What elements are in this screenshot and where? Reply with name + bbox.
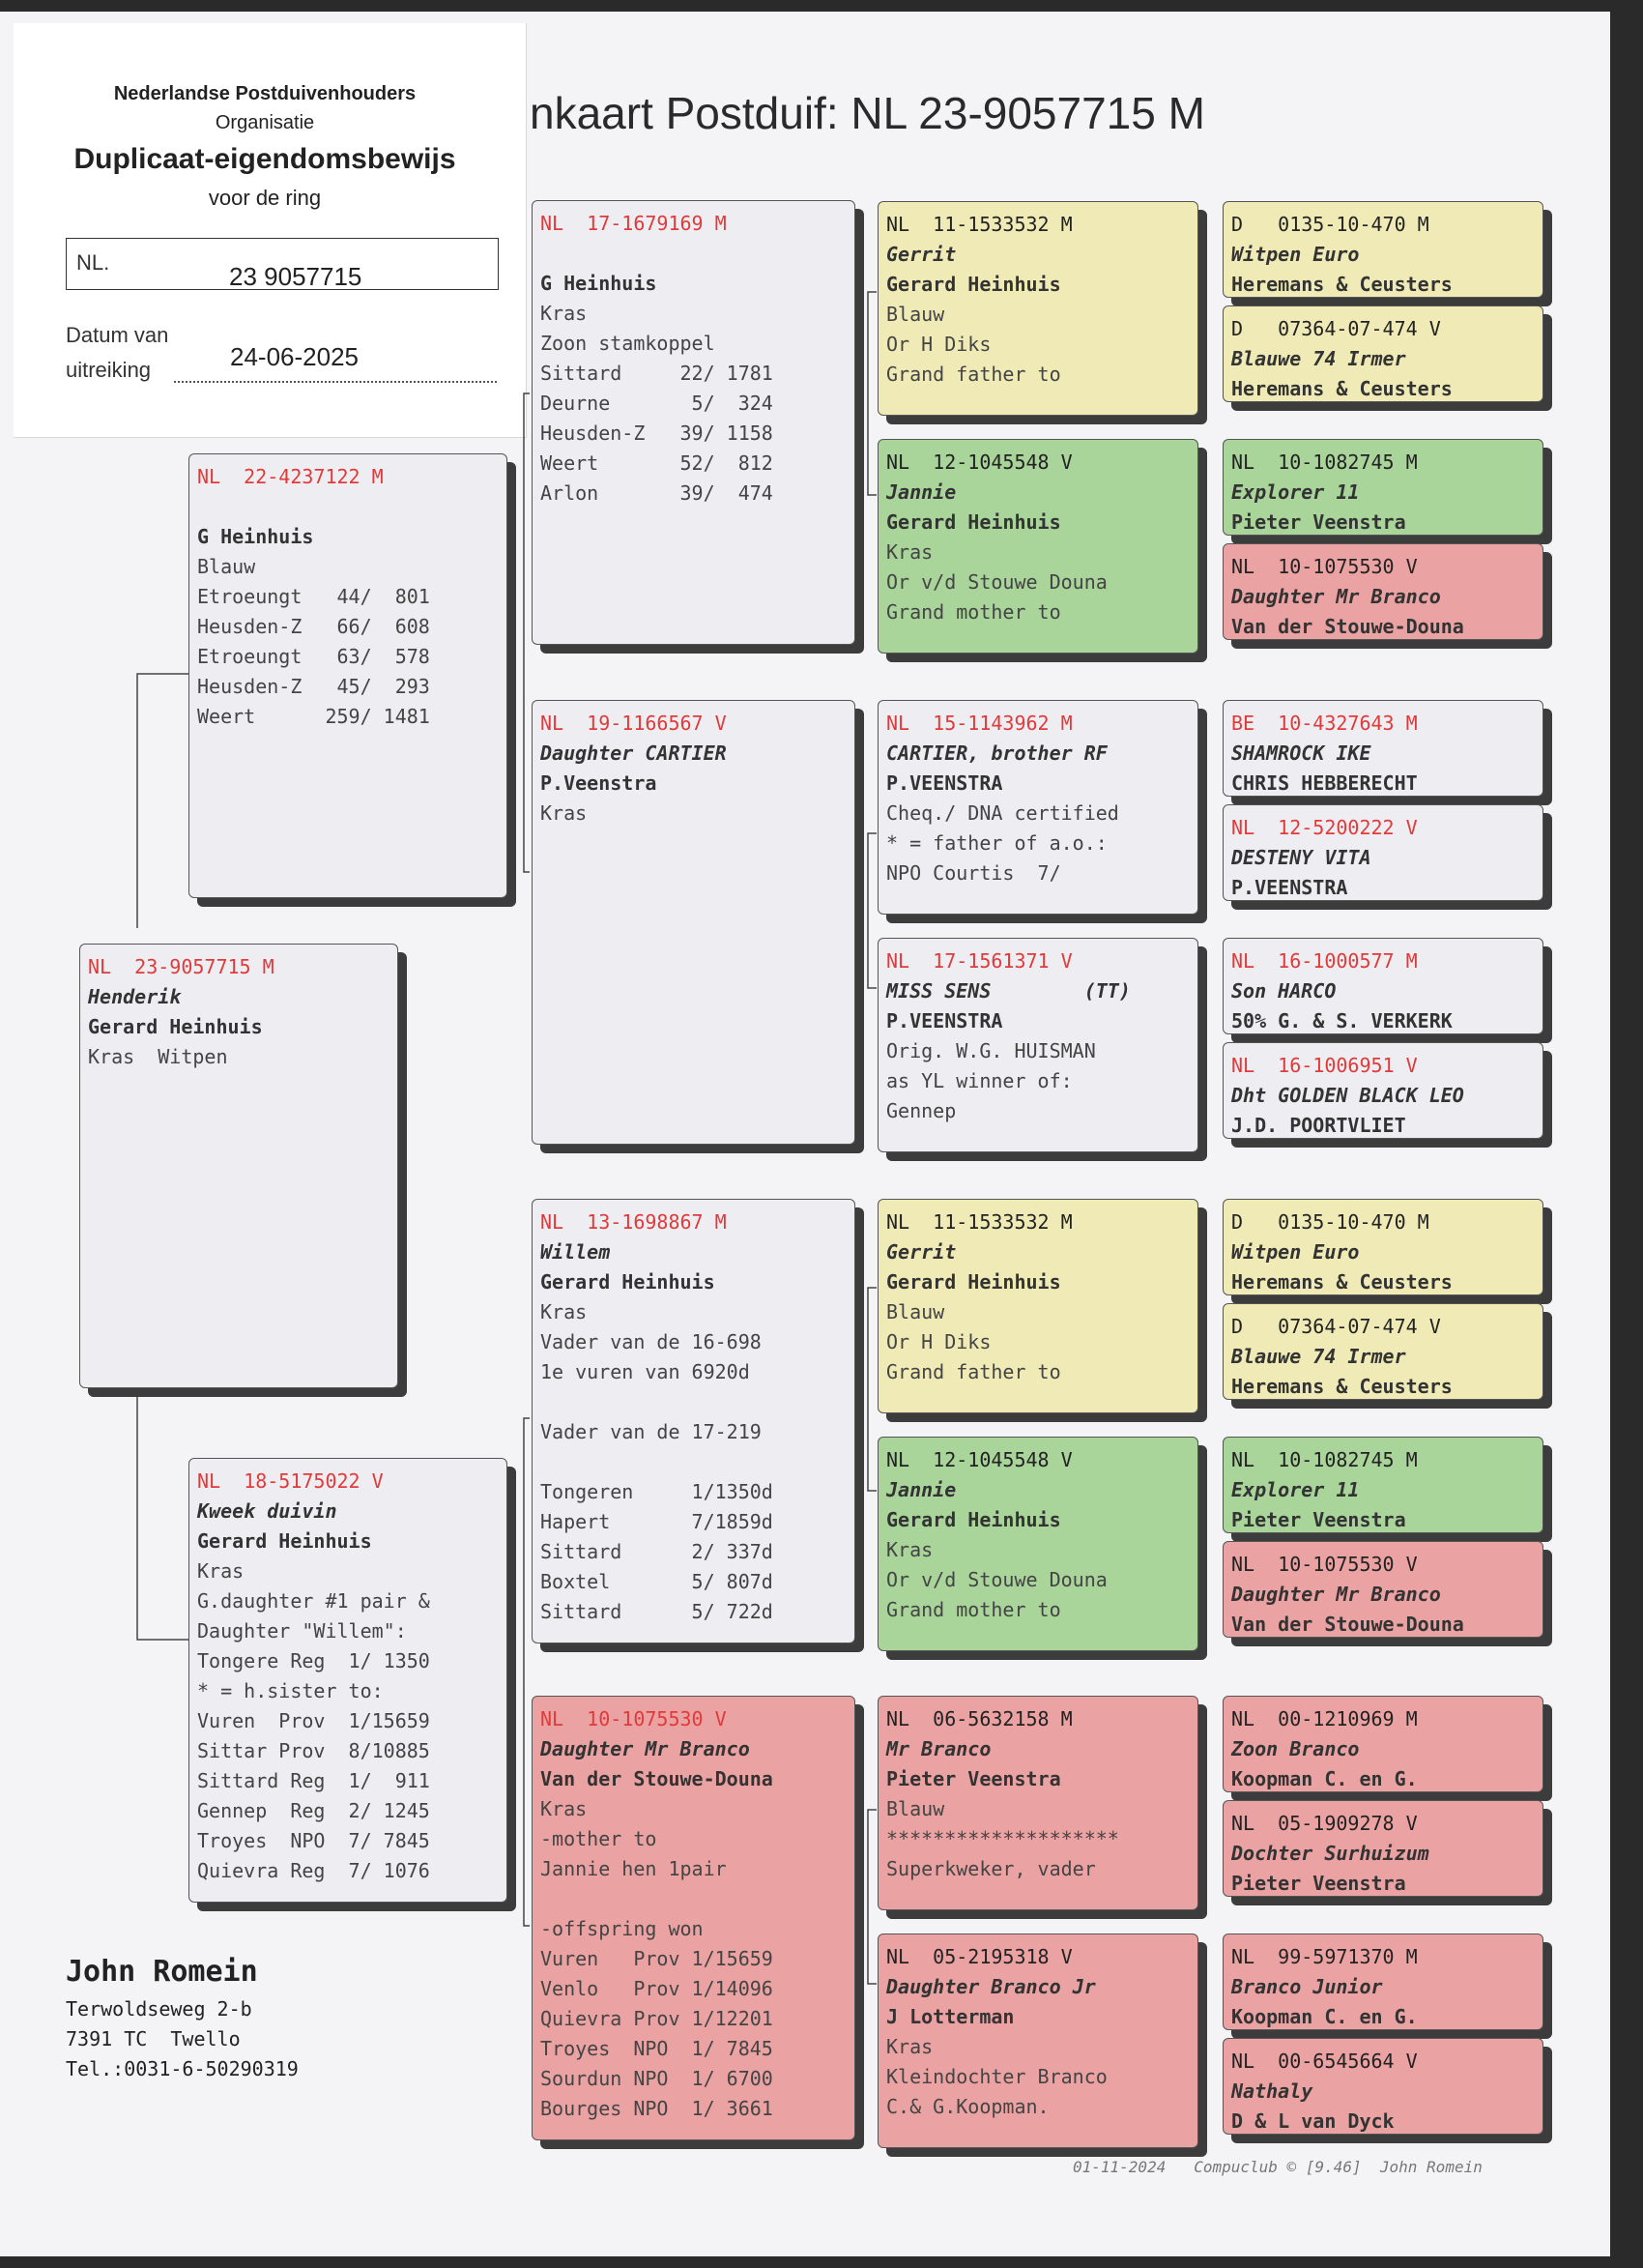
bird-name: Jannie xyxy=(886,1478,957,1501)
pedigree-card-fm xyxy=(532,700,855,1145)
bird-info-line: Or H Diks xyxy=(886,1330,992,1353)
bird-info-line: Deurne 5/ 324 xyxy=(540,392,773,415)
bird-name: Blauwe 74 Irmer xyxy=(1231,1345,1406,1368)
pedigree-card-mmm xyxy=(878,1934,1198,2148)
bird-info-line: * = father of a.o.: xyxy=(886,831,1108,855)
ring-number: D 07364-07-474 V xyxy=(1231,317,1441,340)
bird-info-line: as YL winner of: xyxy=(886,1069,1073,1092)
breeder-name: Van der Stouwe-Douna xyxy=(540,1767,773,1790)
bird-info-line: Hapert 7/1859d xyxy=(540,1510,773,1533)
breeder-name: Gerard Heinhuis xyxy=(886,1270,1061,1294)
bird-info-line xyxy=(540,1447,847,1477)
bird-info-line: Sittard 22/ 1781 xyxy=(540,362,773,385)
ring-number: NL 11-1533532 M xyxy=(886,213,1073,236)
bird-name: Henderik xyxy=(88,985,182,1008)
breeder-name: G Heinhuis xyxy=(540,272,657,295)
bird-info-line: Heusden-Z 45/ 293 xyxy=(197,675,430,698)
bird-info-line: Etroeungt 63/ 578 xyxy=(197,645,430,668)
bird-name: Blauwe 74 Irmer xyxy=(1231,347,1406,370)
ring-number: NL 10-1075530 V xyxy=(1231,1553,1418,1576)
ring-number: BE 10-4327643 M xyxy=(1231,712,1418,735)
bird-info-line: Or v/d Stouwe Douna xyxy=(886,1568,1108,1591)
certificate-date-label-line2: uitreiking xyxy=(66,358,152,382)
bird-info-line: Sittard Reg 1/ 911 xyxy=(197,1769,430,1792)
bird-info-line: 1e vuren van 6920d xyxy=(540,1360,750,1383)
bird-info-line: -mother to xyxy=(540,1827,657,1850)
pedigree-card-mother xyxy=(188,1458,507,1903)
ring-number: NL 12-5200222 V xyxy=(1231,816,1418,839)
bird-info-line: Arlon 39/ 474 xyxy=(540,481,773,505)
ring-number: NL 17-1561371 V xyxy=(886,949,1073,973)
bird-info-line xyxy=(540,1884,847,1914)
breeder-name: Koopman C. en G. xyxy=(1231,1767,1418,1790)
bird-info-line: Kras xyxy=(540,801,588,825)
pedigree-card-mff xyxy=(878,1199,1198,1413)
breeder-name: Van der Stouwe-Douna xyxy=(1231,615,1464,638)
bird-info-line: Bourges NPO 1/ 3661 xyxy=(540,2097,773,2120)
certificate-date-value: 24-06-2025 xyxy=(230,342,359,371)
pedigree-card-g4 xyxy=(1223,543,1543,640)
bird-info-line: Weert 259/ 1481 xyxy=(197,705,430,728)
breeder-name: CHRIS HEBBERECHT xyxy=(1231,771,1418,795)
bird-name: Willem xyxy=(540,1240,611,1264)
owner-name: John Romein xyxy=(66,1955,258,1989)
bird-name: Daughter Branco Jr xyxy=(886,1975,1096,1998)
bird-name: Daughter Mr Branco xyxy=(1231,585,1441,608)
ring-number: NL 10-1082745 M xyxy=(1231,451,1418,474)
bird-name: Witpen Euro xyxy=(1231,243,1360,266)
breeder-name: Pieter Veenstra xyxy=(886,1767,1061,1790)
ring-number: NL 00-6545664 V xyxy=(1231,2050,1418,2073)
certificate-organisation: Nederlandse Postduivenhouders xyxy=(113,83,417,104)
breeder-name: Heremans & Ceusters xyxy=(1231,377,1453,400)
bird-name: Mr Branco xyxy=(886,1737,992,1760)
bird-info-line: Zoon stamkoppel xyxy=(540,332,715,355)
pedigree-page xyxy=(0,12,1610,2256)
breeder-name: 50% G. & S. VERKERK xyxy=(1231,1009,1453,1032)
bird-name: Kweek duivin xyxy=(197,1499,337,1523)
bird-name: Daughter CARTIER xyxy=(540,741,727,765)
ring-number: NL 16-1000577 M xyxy=(1231,949,1418,973)
ring-number: NL 05-2195318 V xyxy=(886,1945,1073,1968)
ring-number: NL 06-5632158 M xyxy=(886,1707,1073,1730)
certificate-ring-label: NL. xyxy=(76,250,110,275)
bird-name: SHAMROCK IKE xyxy=(1231,741,1371,765)
bird-name: DESTENY VITA xyxy=(1231,846,1371,869)
certificate-ring-field xyxy=(66,238,499,290)
bird-name: Son HARCO xyxy=(1231,979,1337,1003)
pedigree-card-g12 xyxy=(1223,1541,1543,1638)
bird-name: Zoon Branco xyxy=(1231,1737,1360,1760)
breeder-name: J.D. POORTVLIET xyxy=(1231,1114,1406,1137)
pedigree-card-g3 xyxy=(1223,439,1543,536)
bird-info-line: G.daughter #1 pair & xyxy=(197,1589,430,1613)
bird-info-line: Blauw xyxy=(886,303,945,326)
bird-info-line: Vuren Prov 1/15659 xyxy=(197,1709,430,1732)
bird-info-line: Sourdun NPO 1/ 6700 xyxy=(540,2067,773,2090)
ring-number: NL 10-1075530 V xyxy=(540,1707,727,1730)
bird-info-line: Heusden-Z 66/ 608 xyxy=(197,615,430,638)
bird-info-line: Troyes NPO 1/ 7845 xyxy=(540,2037,773,2060)
certificate-subtitle: voor de ring xyxy=(208,186,322,210)
pedigree-card-mmf xyxy=(878,1696,1198,1910)
bird-info-line: Sittard 2/ 337d xyxy=(540,1540,773,1563)
bird-info-line: Kras Witpen xyxy=(88,1045,228,1068)
ring-number: NL 15-1143962 M xyxy=(886,712,1073,735)
pedigree-card-g16 xyxy=(1223,2038,1543,2135)
bird-info-line: Tongeren 1/1350d xyxy=(540,1480,773,1503)
bird-info-line: Troyes NPO 7/ 7845 xyxy=(197,1829,430,1852)
breeder-name: P.VEENSTRA xyxy=(1231,876,1348,899)
ring-number: NL 11-1533532 M xyxy=(886,1210,1073,1234)
bird-name: MISS SENS (TT) xyxy=(886,979,1131,1003)
ring-number: D 0135-10-470 M xyxy=(1231,1210,1429,1234)
bird-info-line: Gennep Reg 2/ 1245 xyxy=(197,1799,430,1822)
certificate-date-dotted-line xyxy=(174,381,497,383)
bird-info-line: Kras xyxy=(197,1559,245,1583)
pedigree-card-subject xyxy=(79,944,398,1388)
breeder-name: Heremans & Ceusters xyxy=(1231,273,1453,296)
bird-name: Dht GOLDEN BLACK LEO xyxy=(1231,1084,1464,1107)
bird-info-line: Vuren Prov 1/15659 xyxy=(540,1947,773,1970)
bird-info-line: Blauw xyxy=(197,555,256,578)
breeder-name: P.Veenstra xyxy=(540,771,657,795)
certificate-title: Duplicaat-eigendomsbewijs xyxy=(73,143,456,175)
pedigree-card-fff xyxy=(878,201,1198,416)
ring-number: NL 10-1075530 V xyxy=(1231,555,1418,578)
bird-info-line: Jannie hen 1pair xyxy=(540,1857,727,1880)
bird-name: Gerrit xyxy=(886,243,957,266)
bird-info-line: Grand mother to xyxy=(886,600,1061,624)
ring-number: NL 10-1082745 M xyxy=(1231,1448,1418,1471)
bird-info-line: Grand father to xyxy=(886,363,1061,386)
ring-number: D 07364-07-474 V xyxy=(1231,1315,1441,1338)
bird-name: Dochter Surhuizum xyxy=(1231,1842,1429,1865)
breeder-name: Gerard Heinhuis xyxy=(540,1270,715,1294)
breeder-name: Gerard Heinhuis xyxy=(197,1529,372,1553)
breeder-name: Pieter Veenstra xyxy=(1231,510,1406,534)
bird-name: Gerrit xyxy=(886,1240,957,1264)
bird-info-line: Kras xyxy=(540,302,588,325)
bird-info-line: Quievra Prov 1/12201 xyxy=(540,2007,773,2030)
pedigree-card-g13 xyxy=(1223,1696,1543,1792)
page-title: nkaart Postduif: NL 23-9057715 M xyxy=(530,88,1205,138)
ring-number: NL 00-1210969 M xyxy=(1231,1707,1418,1730)
bird-info-line: C.& G.Koopman. xyxy=(886,2095,1050,2118)
bird-info-line: Blauw xyxy=(886,1797,945,1820)
pedigree-card-g11 xyxy=(1223,1437,1543,1533)
breeder-name: Pieter Veenstra xyxy=(1231,1872,1406,1895)
breeder-name: G Heinhuis xyxy=(197,525,314,548)
bird-name: Daughter Mr Branco xyxy=(540,1737,750,1760)
bird-name xyxy=(540,239,847,269)
bird-info-line: Tongere Reg 1/ 1350 xyxy=(197,1649,430,1672)
ring-number: NL 16-1006951 V xyxy=(1231,1054,1418,1077)
bird-info-line xyxy=(540,1387,847,1417)
pedigree-card-g6 xyxy=(1223,804,1543,901)
ring-number: NL 12-1045548 V xyxy=(886,1448,1073,1471)
bird-info-line: Kras xyxy=(540,1797,588,1820)
ring-number: D 0135-10-470 M xyxy=(1231,213,1429,236)
breeder-name: Gerard Heinhuis xyxy=(886,510,1061,534)
ring-number: NL 13-1698867 M xyxy=(540,1210,727,1234)
ring-number: NL 05-1909278 V xyxy=(1231,1812,1418,1835)
ring-number: NL 23-9057715 M xyxy=(88,955,274,978)
pedigree-card-fmm xyxy=(878,938,1198,1152)
certificate-date-label: Datum van xyxy=(66,323,169,347)
bird-info-line: Heusden-Z 39/ 1158 xyxy=(540,422,773,445)
ring-number: NL 18-5175022 V xyxy=(197,1469,384,1493)
breeder-name: Gerard Heinhuis xyxy=(886,273,1061,296)
ring-number: NL 17-1679169 M xyxy=(540,212,727,235)
footer-credit: 01-11-2024 Compuclub © [9.46] John Romein xyxy=(1073,2158,1483,2176)
bird-name: Branco Junior xyxy=(1231,1975,1383,1998)
pedigree-card-fmf xyxy=(878,700,1198,915)
ring-number: NL 99-5971370 M xyxy=(1231,1945,1418,1968)
bird-info-line: Orig. W.G. HUISMAN xyxy=(886,1039,1096,1062)
bird-info-line: Kras xyxy=(886,2035,934,2058)
pedigree-card-g5 xyxy=(1223,700,1543,797)
bird-info-line: Gennep xyxy=(886,1099,957,1122)
pedigree-card-mfm xyxy=(878,1437,1198,1651)
pedigree-card-ff xyxy=(532,200,855,645)
pedigree-card-father xyxy=(188,453,507,898)
bird-info-line: Kras xyxy=(540,1300,588,1323)
ring-number: NL 12-1045548 V xyxy=(886,451,1073,474)
bird-info-line: Kras xyxy=(886,1538,934,1561)
bird-name: Nathaly xyxy=(1231,2079,1313,2103)
pedigree-card-g9 xyxy=(1223,1199,1543,1295)
bird-name: Explorer 11 xyxy=(1231,480,1360,504)
pedigree-card-g7 xyxy=(1223,938,1543,1034)
bird-info-line: Etroeungt 44/ 801 xyxy=(197,585,430,608)
pedigree-card-g2 xyxy=(1223,305,1543,402)
bird-info-line: Venlo Prov 1/14096 xyxy=(540,1977,773,2000)
breeder-name: P.VEENSTRA xyxy=(886,771,1003,795)
breeder-name: Gerard Heinhuis xyxy=(88,1015,263,1038)
owner-phone: Tel.:0031-6-50290319 xyxy=(66,2057,299,2080)
ring-number: NL 22-4237122 M xyxy=(197,465,384,488)
owner-block xyxy=(66,1955,299,2087)
bird-name: CARTIER, brother RF xyxy=(886,741,1108,765)
bird-info-line: Blauw xyxy=(886,1300,945,1323)
bird-info-line: ******************** xyxy=(886,1827,1119,1850)
bird-info-line: Kras xyxy=(886,540,934,564)
bird-name: Witpen Euro xyxy=(1231,1240,1360,1264)
bird-info-line: Or H Diks xyxy=(886,333,992,356)
breeder-name: Heremans & Ceusters xyxy=(1231,1375,1453,1398)
bird-info-line: Cheq./ DNA certified xyxy=(886,801,1119,825)
pedigree-card-g14 xyxy=(1223,1800,1543,1897)
breeder-name: Van der Stouwe-Douna xyxy=(1231,1613,1464,1636)
pedigree-card-g8 xyxy=(1223,1042,1543,1139)
pedigree-card-mf xyxy=(532,1199,855,1643)
breeder-name: Heremans & Ceusters xyxy=(1231,1270,1453,1294)
owner-street: Terwoldseweg 2-b xyxy=(66,1997,252,2021)
bird-info-line: Kleindochter Branco xyxy=(886,2065,1108,2088)
bird-info-line: Weert 52/ 812 xyxy=(540,451,773,475)
bird-info-line: * = h.sister to: xyxy=(197,1679,384,1702)
bird-name xyxy=(197,492,499,522)
pedigree-card-ffm xyxy=(878,439,1198,654)
bird-info-line: NPO Courtis 7/ xyxy=(886,861,1061,885)
bird-info-line: Sittar Prov 8/10885 xyxy=(197,1739,430,1762)
breeder-name: Koopman C. en G. xyxy=(1231,2005,1418,2028)
ring-number: NL 19-1166567 V xyxy=(540,712,727,735)
breeder-name: D & L van Dyck xyxy=(1231,2109,1395,2133)
breeder-name: P.VEENSTRA xyxy=(886,1009,1003,1032)
certificate-organisation-line2: Organisatie xyxy=(215,112,315,133)
breeder-name: J Lotterman xyxy=(886,2005,1015,2028)
breeder-name: Pieter Veenstra xyxy=(1231,1508,1406,1531)
bird-info-line: Superkweker, vader xyxy=(886,1857,1096,1880)
pedigree-card-g10 xyxy=(1223,1303,1543,1400)
bird-info-line: Or v/d Stouwe Douna xyxy=(886,570,1108,594)
certificate-ring-value: 23 9057715 xyxy=(229,262,362,291)
bird-info-line: Vader van de 16-698 xyxy=(540,1330,762,1353)
pedigree-card-mm xyxy=(532,1696,855,2140)
breeder-name: Gerard Heinhuis xyxy=(886,1508,1061,1531)
pedigree-card-g1 xyxy=(1223,201,1543,298)
pedigree-card-g15 xyxy=(1223,1934,1543,2030)
bird-info-line: Grand father to xyxy=(886,1360,1061,1383)
bird-name: Explorer 11 xyxy=(1231,1478,1360,1501)
bird-info-line: Grand mother to xyxy=(886,1598,1061,1621)
bird-info-line: Vader van de 17-219 xyxy=(540,1420,762,1443)
bird-info-line: Sittard 5/ 722d xyxy=(540,1600,773,1623)
bird-info-line: -offspring won xyxy=(540,1917,704,1940)
ownership-certificate xyxy=(14,23,527,438)
bird-info-line: Daughter "Willem": xyxy=(197,1619,407,1643)
bird-info-line: Boxtel 5/ 807d xyxy=(540,1570,773,1593)
bird-name: Daughter Mr Branco xyxy=(1231,1583,1441,1606)
owner-city: 7391 TC Twello xyxy=(66,2027,241,2050)
bird-info-line: Quievra Reg 7/ 1076 xyxy=(197,1859,430,1882)
bird-name: Jannie xyxy=(886,480,957,504)
